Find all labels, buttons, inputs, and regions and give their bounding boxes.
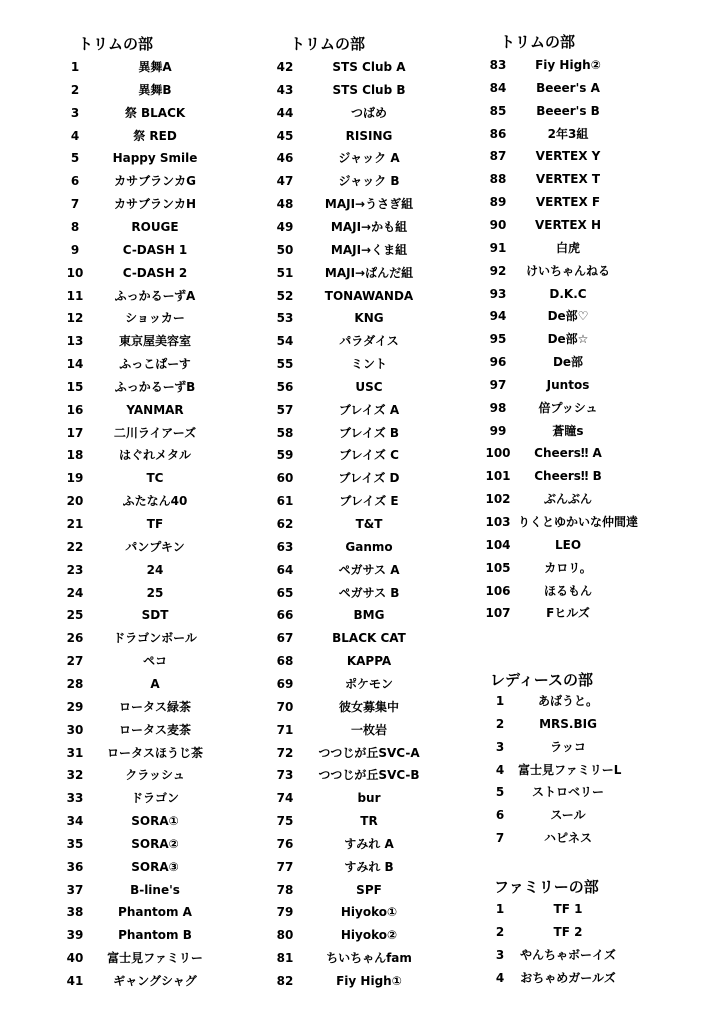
team-name: 富士見ファミリーL <box>518 762 622 777</box>
entry-number: 61 <box>276 494 294 509</box>
entry-number: 89 <box>489 195 507 210</box>
team-name: Hiyoko① <box>340 905 398 920</box>
entry-number: 87 <box>489 149 507 164</box>
entry-number: 18 <box>66 448 84 463</box>
entry-number: 64 <box>276 562 294 577</box>
team-name: VERTEX Y <box>535 149 601 164</box>
entry-number: 40 <box>66 951 84 966</box>
team-name: ギャングシャグ <box>113 974 197 988</box>
team-name: STS Club A <box>332 60 406 74</box>
entry-number: 31 <box>66 745 84 760</box>
entry-number: 16 <box>66 402 84 417</box>
entry-number: 85 <box>489 103 507 118</box>
team-name: LEO <box>554 537 582 552</box>
team-name: KAPPA <box>346 654 392 669</box>
entry-number: 28 <box>66 676 84 691</box>
entry-number: 5 <box>495 785 505 800</box>
team-name: VERTEX T <box>535 172 601 187</box>
entry-number: 30 <box>66 722 84 737</box>
team-name: TF 2 <box>553 924 583 939</box>
team-name: A <box>150 676 160 691</box>
entry-number: 82 <box>276 974 294 988</box>
entry-number: 15 <box>66 379 84 394</box>
team-name: 彼女募集中 <box>338 699 399 714</box>
team-name: 東京屋美容室 <box>118 334 191 349</box>
entry-number: 96 <box>489 355 507 370</box>
entry-number: 58 <box>276 425 294 440</box>
entry-number: 57 <box>276 402 294 417</box>
entry-number: 3 <box>495 739 505 754</box>
entry-number: 97 <box>489 377 507 392</box>
team-name: ラッコ <box>550 739 586 754</box>
entry-number: 84 <box>489 80 507 95</box>
team-name: 一枚岩 <box>350 722 387 737</box>
team-name: De部 <box>552 355 584 370</box>
entry-number: 107 <box>485 606 511 621</box>
team-name: カロリ。 <box>544 560 592 575</box>
entry-number: 5 <box>70 151 80 166</box>
team-name: BMG <box>353 608 385 623</box>
team-name: ふっかるーずB <box>114 379 196 394</box>
entry-number: 65 <box>276 585 294 600</box>
team-name: ふっこぱーす <box>119 357 191 372</box>
team-name: ドラゴン <box>130 791 179 806</box>
team-name: TONAWANDA <box>324 288 414 303</box>
entry-number: 36 <box>66 859 84 874</box>
team-name: SORA③ <box>131 859 179 874</box>
team-name: ブレイズ D <box>338 471 400 486</box>
entry-number: 21 <box>66 517 84 531</box>
entry-number: 22 <box>66 539 84 554</box>
team-name: 25 <box>146 585 164 600</box>
entry-number: 7 <box>495 831 505 846</box>
entry-number: 99 <box>489 423 507 438</box>
entry-number: 2 <box>70 82 80 97</box>
team-name: はぐれメタル <box>118 448 191 463</box>
team-name: ジャック A <box>338 151 400 166</box>
team-name: つばめ <box>350 105 387 120</box>
entry-number: 12 <box>66 311 84 326</box>
team-name: ミント <box>350 357 387 372</box>
entry-number: 67 <box>276 631 294 646</box>
entry-number: 37 <box>66 882 84 897</box>
team-name: ポケモン <box>344 676 393 691</box>
entry-number: 10 <box>66 265 84 280</box>
team-name: Juntos <box>546 377 590 392</box>
entry-number: 75 <box>276 814 294 829</box>
team-name: MAJI→くま組 <box>330 242 408 257</box>
entry-number: 77 <box>276 859 294 874</box>
team-name: Cheers‼ A <box>534 446 602 461</box>
entry-number: 69 <box>276 676 294 691</box>
entry-number: 13 <box>66 334 84 349</box>
team-name: パラダイス <box>339 334 399 349</box>
entry-number: 6 <box>495 808 505 823</box>
team-name: SDT <box>141 608 169 623</box>
column2-header: トリムの部 <box>290 35 366 53</box>
team-name: ペガサス A <box>338 562 400 577</box>
team-name: KNG <box>354 311 384 326</box>
entry-number: 74 <box>276 791 294 806</box>
team-name: ブレイズ C <box>339 448 399 463</box>
team-name: D.K.C <box>549 286 587 301</box>
entry-number: 81 <box>276 951 294 966</box>
entry-number: 86 <box>489 126 507 141</box>
team-name: りくとゆかいな仲間達 <box>518 515 639 529</box>
entry-number: 71 <box>276 722 294 737</box>
entry-number: 55 <box>276 357 294 372</box>
entry-number: 45 <box>276 128 294 143</box>
team-name: T&T <box>355 517 383 531</box>
team-name: クラッシュ <box>125 768 185 783</box>
team-name: C-DASH 1 <box>122 242 188 257</box>
team-name: おちゃめガールズ <box>520 970 616 985</box>
team-name: Phantom A <box>118 905 192 920</box>
entry-number: 4 <box>70 128 80 143</box>
entry-number: 52 <box>276 288 294 303</box>
entry-number: 101 <box>485 469 511 484</box>
entry-number: 102 <box>485 492 511 507</box>
team-name: TC <box>146 471 164 486</box>
team-name: 富士見ファミリー <box>107 951 203 966</box>
entry-number: 100 <box>485 446 511 461</box>
team-name: Beeer's A <box>536 80 600 95</box>
team-name: TF 1 <box>553 902 583 916</box>
entry-number: 106 <box>485 583 511 598</box>
team-name: すみれ B <box>344 859 394 874</box>
entry-number: 68 <box>276 654 294 669</box>
team-name: STS Club B <box>332 82 406 97</box>
entry-number: 7 <box>70 197 80 212</box>
entry-number: 14 <box>66 357 84 372</box>
entry-number: 6 <box>70 174 80 189</box>
entry-number: 32 <box>66 768 84 783</box>
team-name: つつじが丘SVC-A <box>318 745 420 760</box>
team-name: 倍プッシュ <box>538 400 598 415</box>
team-name: ハピネス <box>543 831 592 846</box>
team-name: カサブランカG <box>114 174 196 189</box>
team-name: SORA① <box>131 814 179 829</box>
team-name: Fiy High① <box>336 974 402 988</box>
team-name: Fiy High② <box>535 58 601 72</box>
team-name: ショッカー <box>125 311 185 326</box>
entry-number: 42 <box>276 60 294 74</box>
entry-number: 98 <box>489 400 507 415</box>
team-name: ロータスほうじ茶 <box>106 745 203 760</box>
entry-number: 3 <box>70 105 80 120</box>
team-name: ペガサス B <box>338 585 400 600</box>
team-name: MRS.BIG <box>539 716 597 731</box>
team-name: けいちゃんねる <box>525 263 610 278</box>
entry-number: 20 <box>66 494 84 509</box>
team-name: ブレイズ A <box>338 402 400 417</box>
team-name: SORA② <box>131 836 179 851</box>
entry-number: 51 <box>276 265 294 280</box>
entry-number: 4 <box>495 762 505 777</box>
team-name: MAJI→かも組 <box>330 219 408 234</box>
team-name: BLACK CAT <box>332 631 406 646</box>
entry-number: 104 <box>485 537 511 552</box>
team-name: bur <box>357 791 381 806</box>
team-name: MAJI→ぱんだ組 <box>324 265 414 280</box>
entry-number: 62 <box>276 517 294 531</box>
entry-number: 76 <box>276 836 294 851</box>
entry-number: 79 <box>276 905 294 920</box>
team-name: USC <box>355 379 383 394</box>
entry-number: 88 <box>489 172 507 187</box>
team-name: 蒼瞳s <box>552 423 584 438</box>
team-name: ドラゴンボール <box>113 631 197 646</box>
entry-number: 17 <box>66 425 84 440</box>
team-name: Ganmo <box>345 539 393 554</box>
entry-number: 59 <box>276 448 294 463</box>
entry-number: 41 <box>66 974 84 988</box>
entry-number: 4 <box>495 970 505 985</box>
team-name: ペコ <box>142 654 167 669</box>
team-name: Fヒルズ <box>546 606 590 621</box>
team-name: 祭 RED <box>133 128 177 143</box>
team-name: ちいちゃんfam <box>326 951 412 966</box>
entry-number: 48 <box>276 197 294 212</box>
entry-number: 1 <box>70 60 80 74</box>
entry-number: 73 <box>276 768 294 783</box>
team-name: Hiyoko② <box>340 928 398 943</box>
column1-header: トリムの部 <box>78 35 154 53</box>
team-name: ブレイズ E <box>339 494 399 509</box>
team-name: 2年3組 <box>547 126 589 141</box>
entry-number: 2 <box>495 924 505 939</box>
entry-number: 47 <box>276 174 294 189</box>
entry-number: 38 <box>66 905 84 920</box>
team-name: ふっかるーずA <box>114 288 196 303</box>
entry-number: 80 <box>276 928 294 943</box>
team-name: VERTEX F <box>535 195 601 210</box>
team-name: VERTEX H <box>534 217 602 232</box>
team-name: ジャック B <box>338 174 400 189</box>
team-name: ROUGE <box>131 219 179 234</box>
team-name: ほるもん <box>543 583 592 598</box>
entry-number: 33 <box>66 791 84 806</box>
team-name: 異舞A <box>138 60 172 74</box>
team-name: MAJI→うさぎ組 <box>324 197 414 212</box>
team-name: Happy Smile <box>112 151 198 166</box>
entry-number: 95 <box>489 332 507 347</box>
entry-number: 25 <box>66 608 84 623</box>
entry-number: 1 <box>495 902 505 916</box>
team-name: 二川ライアーズ <box>113 425 197 440</box>
entry-number: 83 <box>489 58 507 72</box>
team-name: あばうと。 <box>537 694 598 708</box>
entry-number: 26 <box>66 631 84 646</box>
entry-number: 93 <box>489 286 507 301</box>
team-name: 祭 BLACK <box>124 105 186 120</box>
team-name: Phantom B <box>118 928 192 943</box>
team-name: SPF <box>356 882 382 897</box>
entry-number: 70 <box>276 699 294 714</box>
team-name: ロータス麦茶 <box>118 722 191 737</box>
entry-number: 103 <box>485 515 511 529</box>
team-name: ロータス緑茶 <box>118 699 191 714</box>
entry-number: 60 <box>276 471 294 486</box>
entry-number: 24 <box>66 585 84 600</box>
entry-number: 1 <box>495 694 505 708</box>
team-name: Cheers‼ B <box>534 469 602 484</box>
entry-number: 19 <box>66 471 84 486</box>
entry-number: 3 <box>495 947 505 962</box>
team-name: スール <box>550 808 586 823</box>
entry-number: 91 <box>489 240 507 255</box>
entry-number: 2 <box>495 716 505 731</box>
entry-number: 63 <box>276 539 294 554</box>
team-name: TR <box>360 814 378 829</box>
entry-number: 46 <box>276 151 294 166</box>
column3-header: トリムの部 <box>500 33 576 51</box>
team-name: YANMAR <box>126 402 184 417</box>
team-name: ぶんぶん <box>543 492 592 507</box>
entry-number: 53 <box>276 311 294 326</box>
team-name: やんちゃボーイズ <box>520 947 616 962</box>
team-name: De部☆ <box>547 332 589 347</box>
team-name: De部♡ <box>547 309 589 324</box>
entry-number: 66 <box>276 608 294 623</box>
entry-number: 92 <box>489 263 507 278</box>
team-name: B-line's <box>130 882 180 897</box>
entry-number: 78 <box>276 882 294 897</box>
ladies-header: レディースの部 <box>490 671 594 689</box>
team-name: 白虎 <box>555 240 580 255</box>
team-name: ブレイズ B <box>338 425 400 440</box>
entry-number: 94 <box>489 309 507 324</box>
team-name: ふたなん40 <box>122 494 188 509</box>
team-name: つつじが丘SVC-B <box>318 768 420 783</box>
entry-number: 54 <box>276 334 294 349</box>
entry-number: 11 <box>66 288 84 303</box>
entry-number: 27 <box>66 654 84 669</box>
team-name: TF <box>146 517 164 531</box>
entry-number: 34 <box>66 814 84 829</box>
team-name: ストロベリー <box>531 785 604 800</box>
entry-number: 39 <box>66 928 84 943</box>
entry-number: 105 <box>485 560 511 575</box>
entry-number: 29 <box>66 699 84 714</box>
team-name: すみれ A <box>344 836 394 851</box>
team-name: RISING <box>345 128 393 143</box>
entry-number: 35 <box>66 836 84 851</box>
family-header: ファミリーの部 <box>494 878 599 896</box>
team-name: 異舞B <box>138 82 172 97</box>
team-name: Beeer's B <box>536 103 600 118</box>
entry-number: 49 <box>276 219 294 234</box>
entry-number: 50 <box>276 242 294 257</box>
team-name: 24 <box>146 562 164 577</box>
team-name: カサブランカH <box>113 197 197 212</box>
team-name: C-DASH 2 <box>122 265 188 280</box>
entry-number: 90 <box>489 217 507 232</box>
entry-number: 56 <box>276 379 294 394</box>
entry-number: 43 <box>276 82 294 97</box>
team-name: パンプキン <box>125 539 185 554</box>
entry-number: 23 <box>66 562 84 577</box>
entry-number: 44 <box>276 105 294 120</box>
entry-number: 72 <box>276 745 294 760</box>
entry-number: 9 <box>70 242 80 257</box>
entry-number: 8 <box>70 219 80 234</box>
